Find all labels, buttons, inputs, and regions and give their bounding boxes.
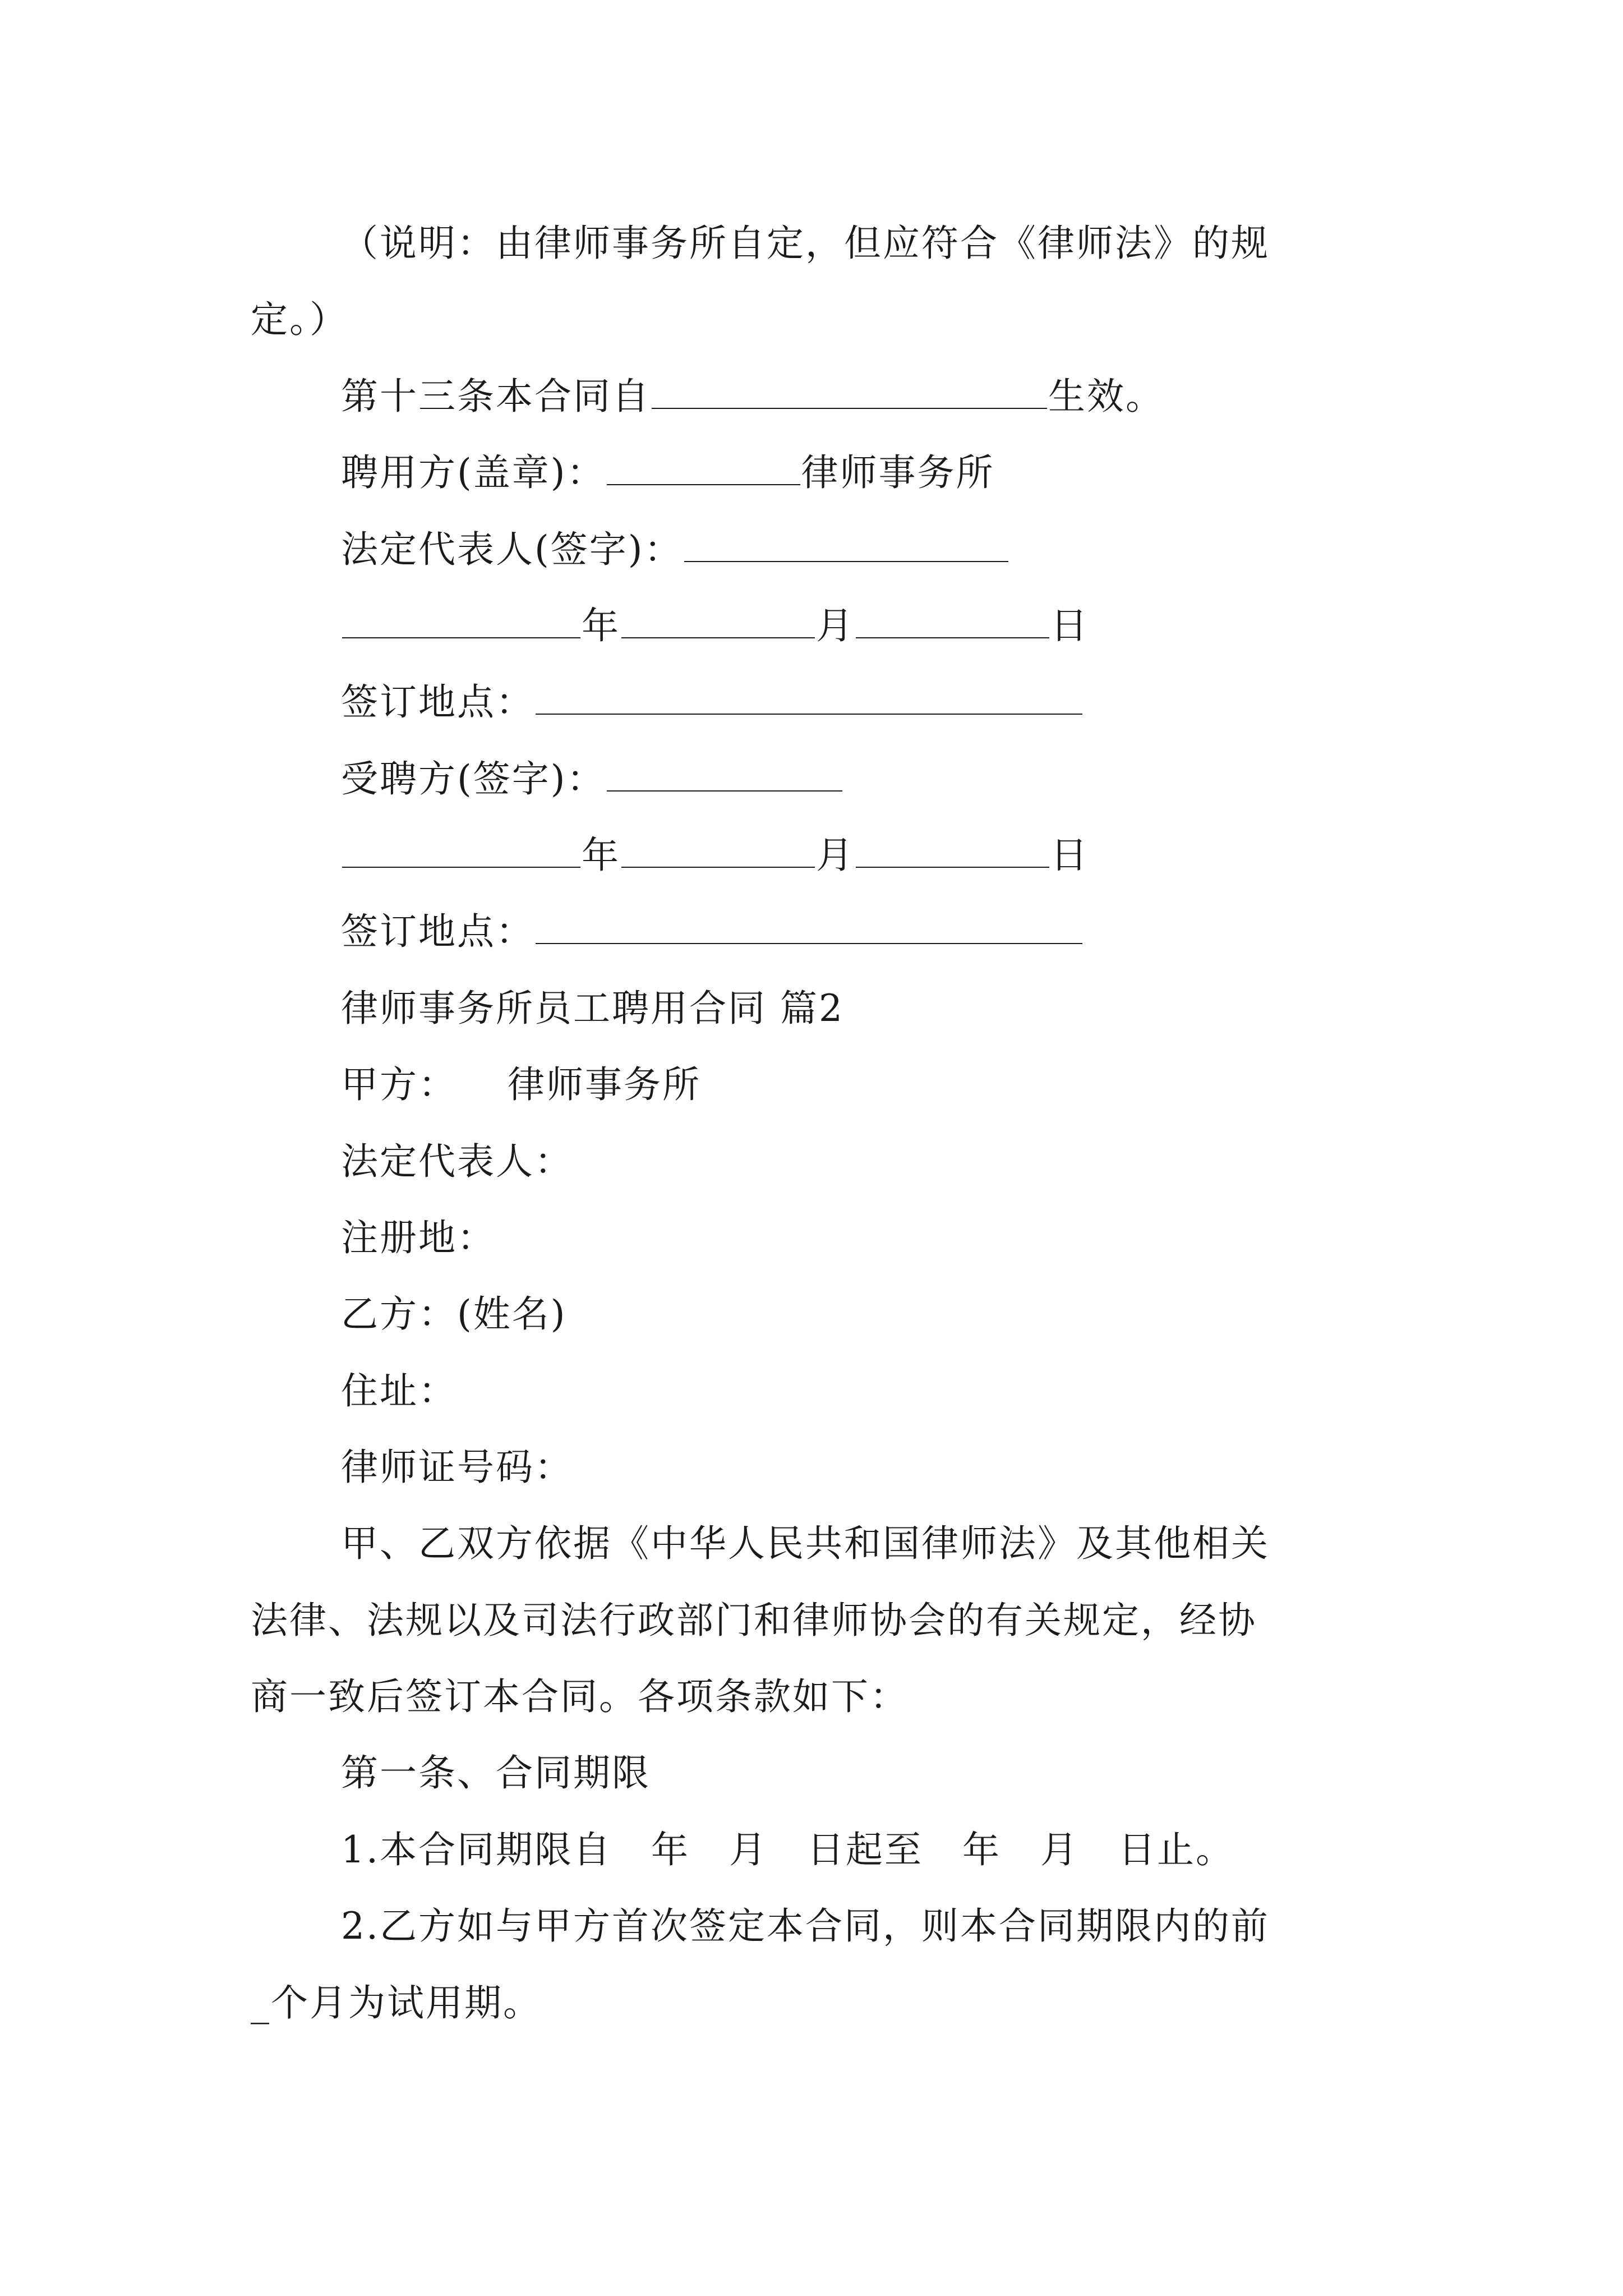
clause-2-line-1 xyxy=(341,1904,1389,1949)
employer-place-line xyxy=(341,680,1389,725)
clause-1-month-2: 月 xyxy=(1040,1828,1079,1871)
legal-rep-sign-blank xyxy=(684,556,1008,562)
employee-date-line xyxy=(341,833,1389,878)
month-label: 月 xyxy=(816,604,855,647)
article-13-line xyxy=(341,374,1389,419)
employer-name-blank xyxy=(607,480,800,485)
clause-1-line xyxy=(341,1828,1389,1872)
registered-address-label: 注册地： xyxy=(341,1216,496,1259)
day-label: 日 xyxy=(1050,834,1089,877)
clause-1-year-2: 年 xyxy=(962,1828,1001,1871)
employee-sign-line xyxy=(341,757,1389,802)
employer-date-line xyxy=(341,604,1389,648)
employer-place-blank xyxy=(536,709,1082,715)
employer-seal-line xyxy=(341,450,1389,495)
registered-address-line xyxy=(341,1216,1389,1260)
clause-1-end: 日止。 xyxy=(1118,1828,1234,1871)
section-title xyxy=(341,986,1389,1031)
employee-place-blank xyxy=(536,938,1082,944)
party-a-label: 甲方： xyxy=(341,1063,457,1106)
license-number-label: 律师证号码： xyxy=(341,1446,573,1489)
employee-place-line xyxy=(341,909,1389,954)
employer-year-blank xyxy=(342,633,580,638)
employer-seal-label: 聘用方(盖章)： xyxy=(341,451,606,494)
legal-rep-sign-line xyxy=(341,527,1389,572)
legal-rep-label: 法定代表人： xyxy=(341,1140,573,1183)
employee-day-blank xyxy=(856,862,1049,868)
article-13-label: 第十三条本合同自 xyxy=(341,375,651,418)
effective-date-blank xyxy=(652,403,1047,409)
clause-1-month-1: 月 xyxy=(728,1828,768,1871)
probation-months-blank: _ xyxy=(251,1981,271,2024)
clause-1-day-1: 日起至 xyxy=(806,1828,923,1871)
article-1-heading xyxy=(341,1751,1389,1796)
employee-month-blank xyxy=(621,862,815,868)
employer-day-blank xyxy=(856,633,1049,638)
preamble-text-3: 商一致后签订本合同。各项条款如下： xyxy=(251,1675,909,1718)
party-a-value: 律师事务所 xyxy=(508,1063,701,1106)
legal-rep-sign-label: 法定代表人(签字)： xyxy=(341,528,683,571)
address-line xyxy=(341,1369,1389,1414)
employee-sign-blank xyxy=(607,786,842,792)
employee-sign-label: 受聘方(签字)： xyxy=(341,757,606,800)
clause-1-year-1: 年 xyxy=(651,1828,690,1871)
employee-year-blank xyxy=(342,862,580,868)
note-line-2 xyxy=(251,297,1389,342)
address-label: 住址： xyxy=(341,1369,457,1412)
year-label: 年 xyxy=(582,834,620,877)
employer-month-blank xyxy=(621,633,815,638)
day-label: 日 xyxy=(1050,604,1089,647)
place-label: 签订地点： xyxy=(341,910,534,953)
license-number-line xyxy=(341,1445,1389,1490)
clause-2-text-1: 2.乙方如与甲方首次签定本合同，则本合同期限内的前 xyxy=(341,1904,1270,1948)
party-b-label: 乙方：(姓名) xyxy=(341,1292,567,1336)
note-text-1: （说明：由律师事务所自定，但应符合《律师法》的规 xyxy=(341,222,1270,265)
month-label: 月 xyxy=(816,834,855,877)
legal-rep-line xyxy=(341,1139,1389,1184)
note-line-1 xyxy=(341,221,1389,266)
employer-suffix: 律师事务所 xyxy=(801,451,995,494)
clause-2-text-2: 个月为试用期。 xyxy=(271,1981,542,2024)
place-label: 签订地点： xyxy=(341,680,534,724)
preamble-line-2 xyxy=(251,1598,1389,1643)
party-b-line xyxy=(341,1292,1389,1337)
preamble-text-2: 法律、法规以及司法行政部门和律师协会的有关规定，经协 xyxy=(251,1599,1257,1642)
section-title-text: 律师事务所员工聘用合同 篇2 xyxy=(341,987,844,1030)
clause-2-line-2 xyxy=(251,1981,1389,2026)
year-label: 年 xyxy=(582,604,620,647)
clause-1-start: 1.本合同期限自 xyxy=(341,1828,612,1871)
preamble-line-3 xyxy=(251,1674,1389,1719)
preamble-text-1: 甲、乙双方依据《中华人民共和国律师法》及其他相关 xyxy=(341,1522,1270,1565)
note-text-2: 定。） xyxy=(251,298,348,341)
party-a-line xyxy=(341,1062,1389,1107)
preamble-line-1 xyxy=(341,1521,1389,1566)
article-1-heading-text: 第一条、合同期限 xyxy=(341,1751,651,1795)
article-13-suffix: 生效。 xyxy=(1048,375,1164,418)
